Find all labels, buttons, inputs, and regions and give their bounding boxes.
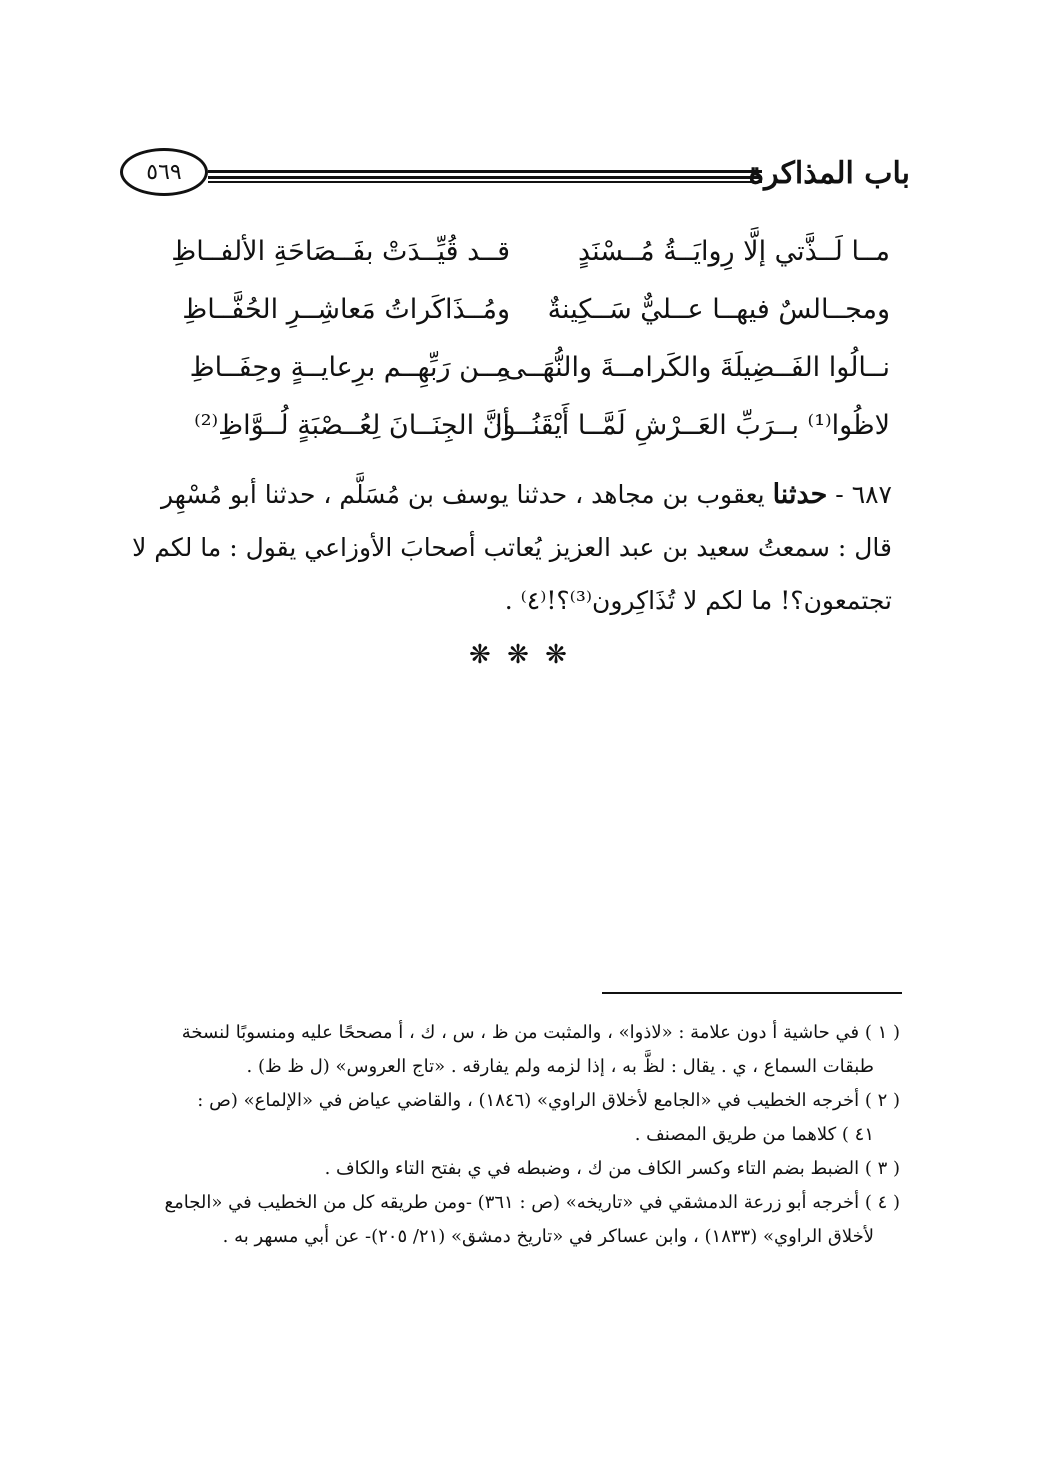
verse-second-hemistich: قــد قُيِّــدَتْ بفَــصَاحَةِ الألفــاظِ <box>171 235 510 267</box>
footnote <box>132 1084 900 1152</box>
narration-text: يعقوب بن مجاهد ، حدثنا يوسف بن مُسَلَّم ، حدثنا أبو مُسْهِر <box>160 480 765 509</box>
narration-line <box>132 468 892 521</box>
verse-second-hemistich: ومُــذَاكَراتُ مَعاشِــرِ الحُفَّــاظِ <box>182 293 510 325</box>
verse <box>150 338 890 396</box>
poem <box>150 222 890 454</box>
footnote-line: ( ٢ ) أخرجه الخطيب في «الجامع لأخلاق الراوي» (١٨٤٦) ، والقاضي عياض في «الإلماع» (ص : <box>197 1090 900 1111</box>
verse-first-hemistich: ومجــالسٌ فيهــا عــليٌّ سَــكِينةٌ <box>547 293 890 325</box>
verse-second-hemistich: مِــن رَبِّهِــم برِعايــةٍ وحِفَــاظِ <box>189 351 510 383</box>
narration-line: تجتمعون؟! ما لكم لا تُذَاكِرون⁽³⁾؟!⁽٤⁾ . <box>504 586 892 615</box>
footnote-line: طبقات السماع ، ي . يقال : لظَّ به ، إذا لزمه ولم يفارقه . «تاج العروس» (ل ظ ظ) . <box>246 1056 874 1077</box>
footnote-line: ( ٤ ) أخرجه أبو زرعة الدمشقي في «تاريخه» (ص : ٣٦١) -ومن طريقه كل من الخطيب في «الجامع <box>164 1192 900 1213</box>
verse-first-hemistich: مــا لَــذَّتي إلَّا رِوايَــةُ مُــسْنَدٍ <box>577 235 890 267</box>
footnote <box>132 1016 900 1084</box>
chapter-title: باب المذاكرة <box>748 156 910 191</box>
verse-first-hemistich: لاظُوا⁽¹⁾ بــرَبِّ العَــرْشِ لَمَّــا أَيْقَنُــوا <box>495 409 890 441</box>
footnotes <box>132 1016 900 1254</box>
header-rule <box>208 170 762 179</box>
footnote-line: ( ٣ ) الضبط بضم التاء وكسر الكاف من ك ، وضبطه في ي بفتح التاء والكاف . <box>324 1158 900 1179</box>
narration-number: ٦٨٧ - <box>835 480 892 509</box>
footnote <box>132 1186 900 1254</box>
verse <box>150 280 890 338</box>
header-rule-inner <box>208 181 762 183</box>
footnote-rule <box>602 992 902 994</box>
narration-line: قال : سمعتُ سعيد بن عبد العزيز يُعاتب أصحابَ الأوزاعي يقول : ما لكم لا <box>132 533 892 562</box>
narration <box>132 468 892 627</box>
section-separator: ❋ ❋ ❋ <box>469 640 571 670</box>
verse-first-hemistich: نــالُوا الفَــضِيلَةَ والكَرامــةَ والنُّهَــى <box>504 351 890 383</box>
footnote-line: ( ١ ) في حاشية أ دون علامة : «لاذوا» ، والمثبت من ظ ، س ، ك ، أ مصححًا عليه ومنسوبًا لنسخة <box>181 1022 900 1043</box>
verse <box>150 396 890 454</box>
footnote <box>132 1152 900 1186</box>
verse <box>150 222 890 280</box>
page-header <box>120 148 910 208</box>
footnote-line: لأخلاق الراوي» (١٨٣٣) ، وابن عساكر في «تاريخ دمشق» (٢١/ ٢٠٥)- عن أبي مسهر به . <box>222 1226 874 1247</box>
verse-second-hemistich: أنَّ الجِنَــانَ لِعُــصْبَةٍ لُــوَّاظِ⁽²⁾ <box>194 409 510 441</box>
footnote-line: ٤١ ) كلاهما من طريق المصنف . <box>634 1124 874 1145</box>
narration-lead-word: حدثنا <box>772 479 828 510</box>
page-number: ٥٦٩ <box>120 148 208 196</box>
